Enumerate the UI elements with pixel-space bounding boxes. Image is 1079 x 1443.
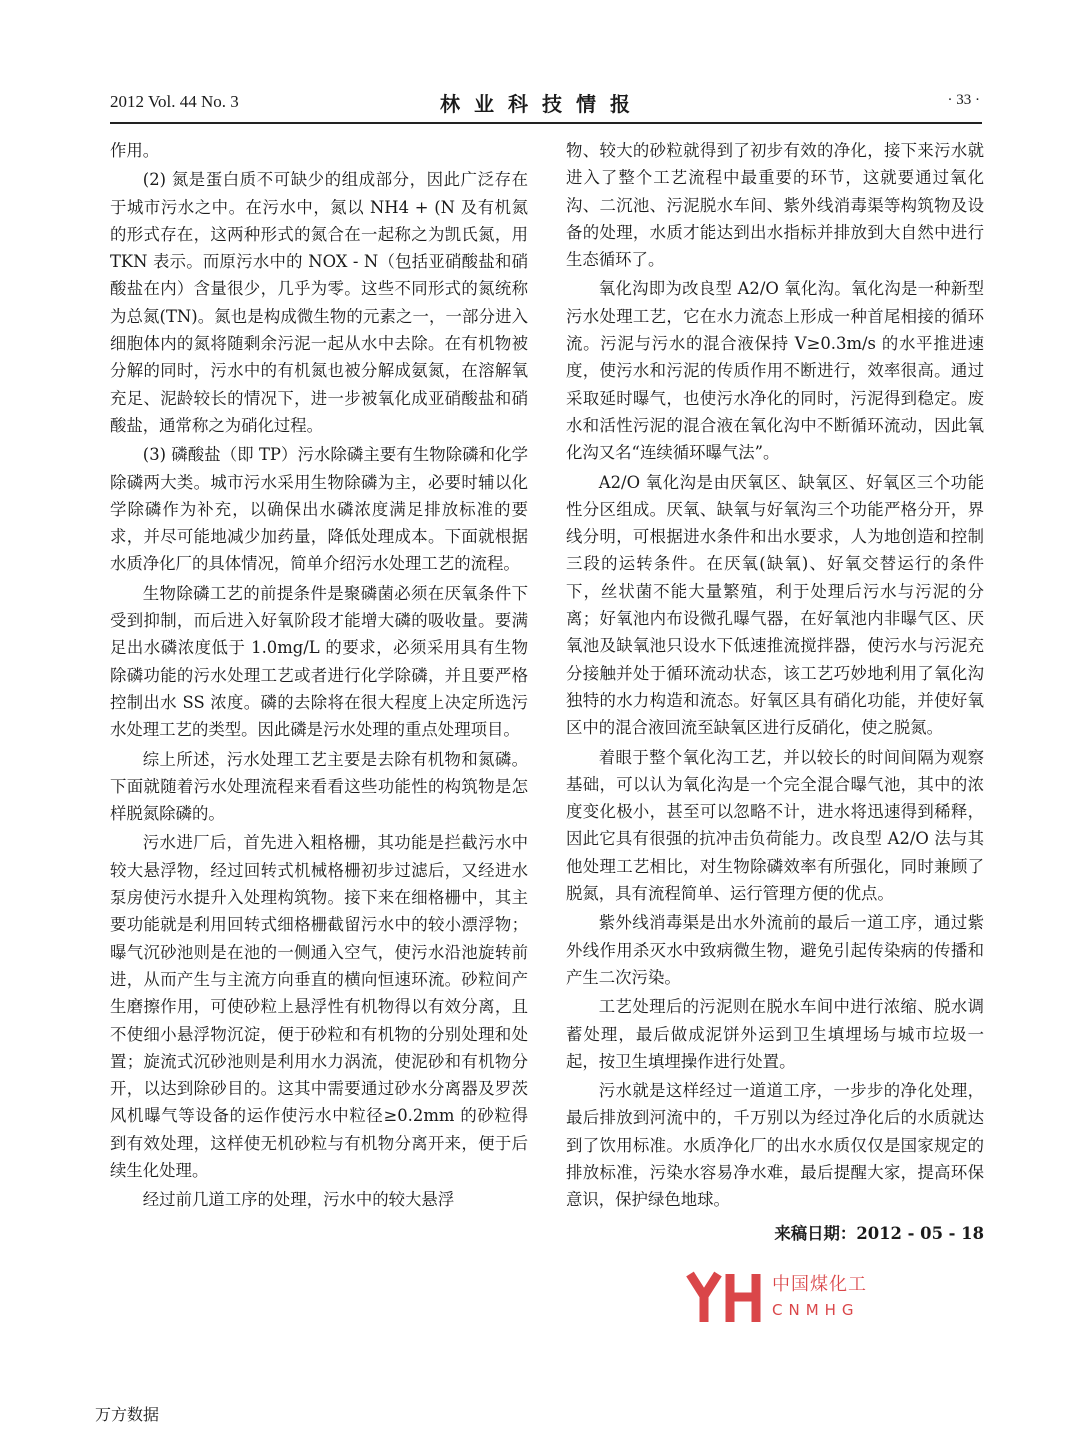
footer-source: 万方数据 bbox=[95, 1405, 160, 1424]
page-number: · 33 · bbox=[947, 92, 980, 108]
paragraph: 着眼于整个氧化沟工艺，并以较长的时间间隔为观察基础，可以认为氧化沟是一个完全混合曝气池，其中的浓度变化极小，甚至可以忽略不计，进水将迅速得到稀释，因此它具有很强的抗冲击负荷能力。改良型 A2/O 法与其他处理工艺相比，对生物除磷效率有所强化，同时兼顾了脱氮，具有流程简单、运行管理方便的优点。 bbox=[566, 747, 984, 904]
running-header bbox=[110, 88, 980, 118]
paragraph: 工艺处理后的污泥则在脱水车间中进行浓缩、脱水调蓄处理，最后做成泥饼外运到卫生填埋场与城市垃圾一起，按卫生填埋操作进行处置。 bbox=[566, 997, 984, 1071]
right-column bbox=[566, 137, 984, 1247]
header-rule bbox=[110, 122, 982, 124]
paragraph: 生物除磷工艺的前提条件是聚磷菌必须在厌氧条件下受到抑制，而后进入好氧阶段才能增大磷的吸收量。要满足出水磷浓度低于 1.0mg/L 的要求，必须采用具有生物除磷功能的污水处理工艺或者进行化学除磷，并且要严格控制出水 SS 浓度。磷的去除将在很大程度上决定所选污水处理工艺的类型。因此磷是污水处理的重点处理项目。 bbox=[110, 583, 528, 740]
yh-logo-icon bbox=[686, 1270, 766, 1326]
journal-issue: 2012 Vol. 44 No. 3 bbox=[110, 92, 239, 111]
paragraph: (3) 磷酸盐（即 TP）污水除磷主要有生物除磷和化学除磷两大类。城市污水采用生物除磷为主，必要时辅以化学除磷作为补充，以确保出水磷浓度满足排放标准的要求，并尽可能地减少加药量，降低处理成本。下面就根据水质净化厂的具体情况，简单介绍污水处理工艺的流程。 bbox=[110, 445, 528, 574]
paragraph: 污水进厂后，首先进入粗格栅，其功能是拦截污水中较大悬浮物，经过回转式机械格栅初步过滤后，又经进水泵房使污水提升入处理构筑物。接下来在细格栅中，其主要功能就是利用回转式细格栅截留污水中的较小漂浮物；曝气沉砂池则是在池的一侧通入空气，使污水沿池旋转前进，从而产生与主流方向垂直的横向恒速环流。砂粒间产生磨擦作用，可使砂粒上悬浮性有机物得以有效分离，且不使细小悬浮物沉淀，便于砂粒和有机物的分别处理和处置；旋流式沉砂池则是利用水力涡流，使泥砂和有机物分开，以达到除砂目的。这其中需要通过砂水分离器及罗茨风机曝气等设备的运作使污水中粒径≥0.2mm 的砂粒得到有效处理，这样使无机砂粒与有机物分离开来，便于后续生化处理。 bbox=[110, 833, 528, 1180]
watermark-name-en: CNMHG bbox=[772, 1301, 860, 1319]
paragraph: 氧化沟即为改良型 A2/O 氧化沟。氧化沟是一种新型污水处理工艺，它在水力流态上形成一种首尾相接的循环流。污泥与污水的混合液保持 V≥0.3m/s 的水平推进速度，使污水和污泥的传质作用不断进行，效率很高。通过采取延时曝气，也使污水净化的同时，污泥得到稳定。废水和活性污泥的混合液在氧化沟中不断循环流动，因此氧化沟又名“连续循环曝气法”。 bbox=[566, 279, 984, 463]
watermark-logo bbox=[686, 1270, 896, 1326]
watermark-name-cn: 中国煤化工 bbox=[772, 1274, 867, 1295]
paragraph: A2/O 氧化沟是由厌氧区、缺氧区、好氧区三个功能性分区组成。厌氧、缺氧与好氧沟三个功能严格分开，界线分明，可根据进水条件和出水要求，人为地创造和控制三段的运转条件。在厌氧(缺氧)、好氧交替运行的条件下，丝状菌不能大量繁殖，利于处理后污水与污泥的分离；好氧池内布设微孔曝气器，在好氧池内非曝气区、厌氧池及缺氧池只设水下低速推流搅拌器，使污水与污泥充分接触并处于循环流动状态，该工艺巧妙地利用了氧化沟独特的水力构造和流态。好氧区具有硝化功能，并使好氧区中的混合液回流至缺氧区进行反硝化，使之脱氮。 bbox=[566, 472, 984, 738]
paragraph: 综上所述，污水处理工艺主要是去除有机物和氮磷。下面就随着污水处理流程来看看这些功能性的构筑物是怎样脱氮除磷的。 bbox=[110, 749, 528, 824]
paragraph: 紫外线消毒渠是出水外流前的最后一道工序，通过紫外线作用杀灭水中致病微生物，避免引起传染病的传播和产生二次污染。 bbox=[566, 913, 984, 987]
journal-title: 林业科技情报 bbox=[440, 92, 644, 116]
received-date: 来稿日期：2012 - 05 - 18 bbox=[774, 1223, 984, 1243]
paragraph: (2) 氮是蛋白质不可缺少的组成部分，因此广泛存在于城市污水之中。在污水中，氮以 NH4 + (N 及有机氮的形式存在，这两种形式的氮合在一起称之为凯氏氮，用 TKN 表示。而原污水中的 NOX - N（包括亚硝酸盐和硝酸盐在内）含量很少，几乎为零。这些不同形式的氮统称为总氮(TN)。氮也是构成微生物的元素之一，一部分进入细胞体内的氮将随剩余污泥一起从水中去除。在有机物被分解的同时，污水中的有机氮也被分解成氨氮，在溶解氧充足、泥龄较长的情况下，进一步被氧化成亚硝酸盐和硝酸盐，通常称之为硝化过程。 bbox=[110, 170, 528, 435]
paragraph: 经过前几道工序的处理，污水中的较大悬浮 bbox=[142, 1190, 455, 1210]
paragraph: 污水就是这样经过一道道工序，一步步的净化处理，最后排放到河流中的，千万别以为经过净化后的水质就达到了饮用标准。水质净化厂的出水水质仅仅是国家规定的排放标准，污染水容易净水难，最后提醒大家，提高环保意识，保护绿色地球。 bbox=[566, 1081, 984, 1210]
left-column bbox=[110, 137, 528, 1214]
paragraph: 物、较大的砂粒就得到了初步有效的净化，接下来污水就进入了整个工艺流程中最重要的环节，这就要通过氧化沟、二沉池、污泥脱水车间、紫外线消毒渠等构筑物及设备的处理，水质才能达到出水指标并排放到大自然中进行生态循环了。 bbox=[566, 141, 984, 270]
paragraph: 作用。 bbox=[110, 141, 160, 160]
